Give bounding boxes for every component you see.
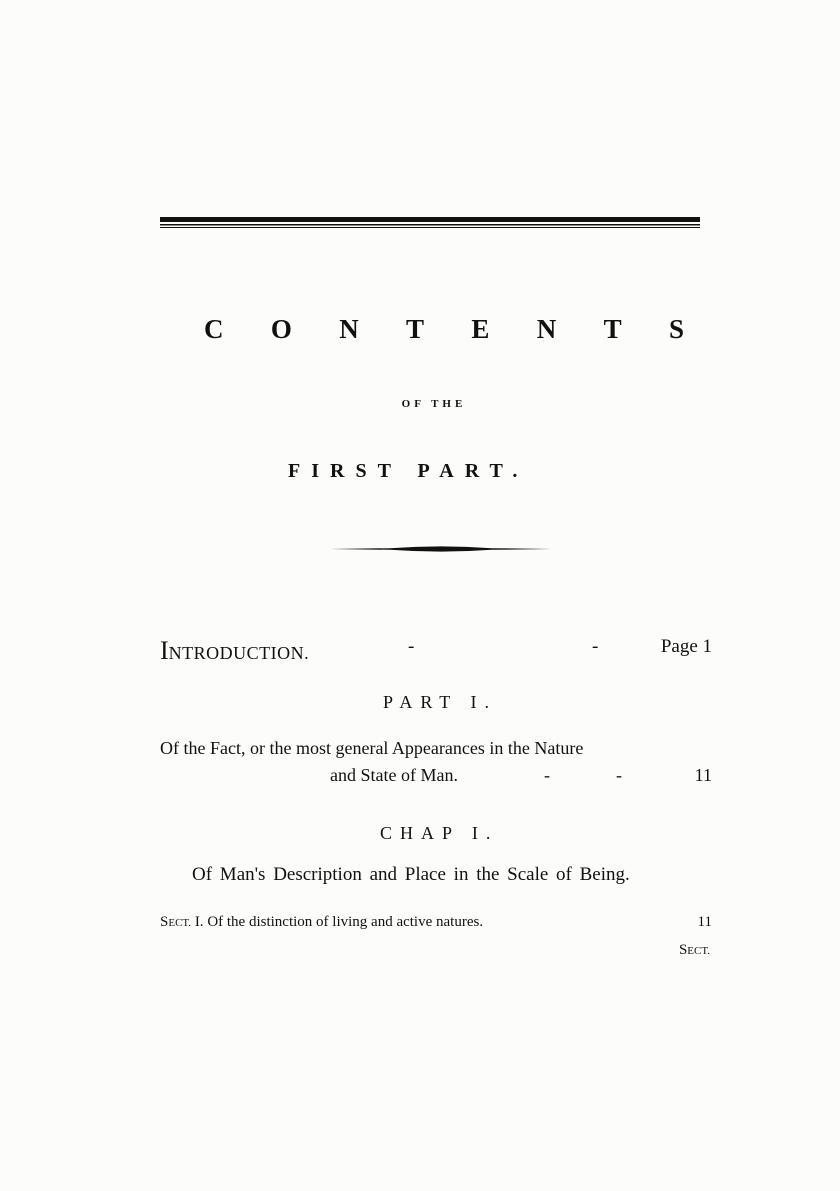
introduction-label: INTRODUCTION. [160,636,310,665]
part-description-line1: Of the Fact, or the most general Appearances in the Nature [160,738,584,758]
title-letter: N [339,314,359,344]
section-text: Of the distinction of living and active natures. [207,914,484,930]
title-letter: T [603,314,622,344]
first-part-subtitle: FIRST PART. [288,460,529,482]
chapter-title: Of Man's Description and Place in the Scale of Being. [192,864,630,885]
book-page: C O N T E N T S OF THE FIRST PART. INTRODUCTION. - - Page 1 PART I. Of the Fact, or the most general Appearances in the Nature and State of Man. - - 11 CHAP I. Of Man's Description and Place in the Scale of Being. SECT. I. Of the distinction of living and active natures. 11 SECT. [0,0,840,1191]
section-page: 11 [697,914,712,930]
leader-dash: - [592,636,599,657]
leader-dash: - [544,765,550,785]
part-page: 11 [694,765,712,785]
introduction-page: Page 1 [660,636,712,657]
catchword: SECT. [678,942,710,958]
contents-title [204,314,684,345]
introduction-row [160,636,712,666]
top-double-rule [160,217,700,229]
title-letter: N [536,314,557,344]
section-label: SECT. [160,914,192,930]
title-letter: S [668,314,684,344]
title-letter: T [406,314,425,344]
leader-dash: - [408,636,415,657]
title-letter: C [204,314,224,344]
leader-dash: - [616,765,622,785]
section-row [160,914,712,931]
title-letter: E [471,314,490,344]
part-heading: PART I. [383,692,497,712]
of-the-label: OF THE [401,398,467,410]
section-number: I. [194,914,204,930]
ornamental-rule [330,544,552,554]
chapter-heading: CHAP I. [380,823,499,843]
title-letter: O [270,314,292,344]
